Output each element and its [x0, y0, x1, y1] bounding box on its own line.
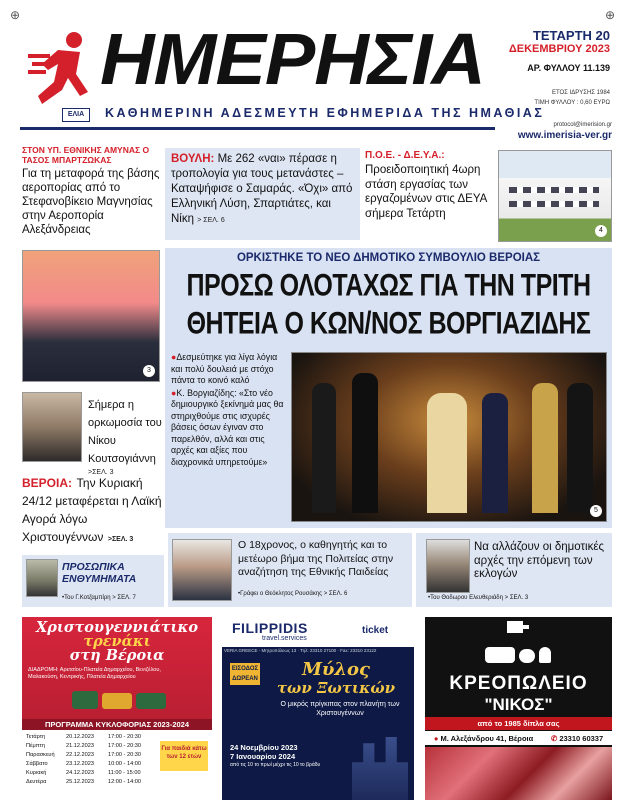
- story-deya[interactable]: [365, 150, 495, 240]
- column-author: •Του Γ.Κοτζαμπίρη: [62, 595, 111, 601]
- schedule-row: Παρασκευή 22.12.2023 17:00 - 20:30: [26, 752, 141, 758]
- meat-photo: [425, 747, 612, 800]
- show-date: 7 Ιανουαρίου 2024: [230, 752, 296, 761]
- column-text: Ο 18χρονος, ο καθηγητής και το μετέωρο βήμα της Πολιτείας στην αναζήτηση της Εθνικής Παιδείας: [238, 539, 394, 578]
- schedule-row: Κυριακή 24.12.2023 11:00 - 15:00: [26, 770, 141, 776]
- story-text: Την Κυριακή 24/12 μεταφέρεται η Λαϊκή Αγορά λόγω Χριστουγέννων: [22, 476, 162, 544]
- photo-building: [498, 150, 612, 242]
- email-text: protocol@imerision.gr: [553, 122, 612, 128]
- lead-headline-1: ΠΡΟΣΩ ΟΛΟΤΑΧΩΣ ΓΙΑ ΤΗΝ ΤΡΙΤΗ: [186, 268, 591, 303]
- brand-name: FILIPPIDIS: [232, 620, 308, 636]
- butcher-since: από το 1985 δίπλα σας: [425, 717, 612, 730]
- registration-mark-icon: ⊕: [605, 8, 616, 22]
- free-badge: ΕΙΣΟΔΟΣ ΔΩΡΕΑΝ: [230, 663, 260, 685]
- columnist-photo: [172, 539, 232, 601]
- story-vouli[interactable]: [165, 148, 360, 240]
- price-text: ΤΙΜΗ ΦΥΛΛΟΥ : 0,60 ΕΥΡΩ: [534, 100, 610, 106]
- butcher-name: "ΝΙΚΟΣ": [484, 695, 553, 714]
- column-enthymimata[interactable]: [22, 555, 164, 607]
- show-sub: Ο μικρός πρίγκιπας στον πλανήτη των Χριστουγέννων: [280, 701, 400, 717]
- masthead: [0, 0, 630, 140]
- issue-month: ΔΕΚΕΜΒΡΙΟΥ 2023: [508, 43, 610, 55]
- column-dimotikes[interactable]: [416, 533, 612, 607]
- story-text: Με 262 «ναι» πέρασε η τροπολογία για τους μετανάστες – Καταψήφισε ο Σαμαράς. «Όχι» από Ελληνική Λύση, Σπαρτιάτες, και Νίκη: [171, 153, 353, 225]
- masthead-rule: [20, 127, 495, 130]
- show-hours: από τις 10 το πρωί μέχρι τις 10 το βράδυ: [230, 762, 321, 768]
- issue-number: ΑΡ. ΦΥΛΛΟΥ 11.139: [527, 63, 610, 73]
- page-ref: > ΣΕΛ. 6: [323, 591, 348, 597]
- ad-note: Για παιδιά κάτω των 12 ετών: [160, 741, 208, 771]
- schedule-row: Δευτέρα 25.12.2023 12:00 - 14:00: [26, 779, 141, 785]
- ad-address: VERIA GREECE - Μητροπόλεως 13 · Τηλ: 23310 27100 · Fax: 23310 23122: [224, 648, 377, 653]
- issue-date-block: [500, 28, 610, 73]
- story-text: Προειδοποιητική 4ωρη στάση εργασίας των εργαζομένων στις ΔΕΥΑ σήμερα Τετάρτη: [365, 164, 487, 220]
- page-circle: 3: [143, 365, 155, 377]
- butcher-title: ΚΡΕΟΠΩΛΕΙΟ: [449, 673, 588, 694]
- column-text: Να αλλάζουν οι δημοτικές αρχές την επόμενη των εκλογών: [474, 541, 605, 580]
- ad-filippidis[interactable]: [222, 617, 414, 800]
- lead-bullets: [171, 352, 289, 468]
- columnist-photo: [426, 539, 470, 593]
- story-kicker: ΣΤΟΝ ΥΠ. ΕΘΝΙΚΗΣ ΑΜΥΝΑΣ Ο ΤΑΣΟΣ ΜΠΑΡΤΖΩΚΑΣ: [22, 145, 150, 165]
- schedule-row: Πέμπτη 21.12.2023 17:00 - 20:30: [26, 743, 141, 749]
- schedule-row: Τετάρτη 20.12.2023 17:00 - 20:30: [26, 734, 141, 740]
- ad-route: ΔΙΑΔΡΟΜΗ: Αρετσίου-Πλατεία Δημαρχείου, Βενιζέλου, Μαλακούση, Κεντρικής, Πλατεία Δημαρχείου: [28, 667, 161, 680]
- masthead-title: ΗΜΕΡΗΣΙΑ: [100, 20, 485, 100]
- page-circle: 5: [590, 505, 602, 517]
- cleaver-icon: [507, 621, 529, 637]
- page-ref: > ΣΕΛ. 7: [112, 595, 136, 601]
- lead-bullet-2: Κ. Βοργιαζίδης: «Στο νέο δημιουργικό ξεκίνημά μας θα στηριχθούμε στις ισχυρές βάσεις όσων έγιναν στο παρελθόν, αλλά και στις αρχές και αξίες που διαχρονικά υπηρετούμε»: [171, 387, 284, 467]
- masthead-subtitle: ΚΑΘΗΜΕΡΙΝΗ ΑΔΕΣΜΕΥΤΗ ΕΦΗΜΕΡΙΔΑ ΤΗΣ ΗΜΑΘΙΑΣ: [105, 106, 545, 120]
- runner-logo-icon: [28, 30, 100, 110]
- brand-sub: travel.services: [262, 635, 307, 642]
- page-circle: 4: [595, 225, 607, 237]
- column-label: ΠΡΟΣΩΠΙΚΑ ΕΝΘΥΜΗΜΑΤΑ: [62, 561, 137, 585]
- ticket-logo: ticket: [362, 625, 389, 636]
- column-author: •Γράφει ο Θεόκλητος Ρουσάκης: [238, 591, 323, 597]
- page-ref: > ΣΕΛ. 3: [504, 595, 529, 601]
- show-title: [266, 661, 406, 697]
- castle-illustration: [352, 737, 408, 800]
- elia-badge: ΕΛΙΑ: [62, 108, 90, 122]
- animals-icon: [485, 643, 555, 667]
- ad-title: [22, 621, 212, 663]
- bullet-icon: ●: [171, 352, 177, 362]
- show-title-line: των Ξωτικών: [276, 679, 396, 697]
- page-ref: >ΣΕΛ. 3: [88, 469, 114, 476]
- schedule-table: [26, 733, 156, 787]
- schedule-row: Σάββατο 23.12.2023 10:00 - 14:00: [26, 761, 141, 767]
- location-icon: ●: [433, 733, 439, 743]
- butcher-contact: [425, 731, 612, 745]
- story-kicker: ΒΟΥΛΗ:: [171, 153, 215, 165]
- lead-headline-2: ΘΗΤΕΙΑ Ο ΚΩΝ/ΝΟΣ ΒΟΡΓΙΑΖΙΔΗΣ: [186, 306, 591, 341]
- story-koutsogiannis[interactable]: [88, 395, 162, 476]
- page-ref: > ΣΕΛ. 6: [197, 217, 225, 224]
- issue-day: ΤΕΤΑΡΤΗ 20: [532, 28, 610, 43]
- columnist-photo: [26, 559, 58, 597]
- train-illustration: [72, 687, 172, 713]
- ad-title-line: Χριστουγεννιάτικο: [35, 619, 199, 636]
- show-dates: [230, 743, 340, 770]
- story-market[interactable]: [22, 474, 164, 546]
- ad-program: ΠΡΟΓΡΑΜΜΑ ΚΥΚΛΟΦΟΡΙΑΣ 2023-2024: [22, 719, 212, 730]
- page-ref: >ΣΕΛ. 3: [107, 536, 134, 543]
- ad-title-line: τρενάκι: [83, 633, 151, 650]
- ad-title-line: στη Βέροια: [69, 647, 165, 664]
- story-text: Για τη μεταφορά της βάσης αεροπορίας από το Στεφανοβίκειο Μαγνησίας στην Αεροπορία Αλεξάνδρειας: [22, 168, 160, 236]
- show-date: 24 Νοεμβρίου 2023: [230, 743, 298, 752]
- ad-header: [222, 617, 414, 647]
- ad-christmas-train[interactable]: [22, 617, 212, 800]
- story-text: Σήμερα η ορκωμοσία του Νίκου Κουτσογιάννη: [88, 399, 162, 465]
- phone-icon: ✆: [550, 733, 558, 743]
- butcher-address: Μ. Αλεξάνδρου 41, Βέροια: [440, 733, 534, 743]
- lead-bullet-1: Δεσμεύτηκε για λίγα λόγια και πολύ δουλειά με στόχο πάντα το κοινό καλό: [171, 352, 278, 385]
- ad-butcher[interactable]: [425, 617, 612, 800]
- photo-koutsogiannis: [22, 392, 82, 462]
- website-link[interactable]: www.imerisia-ver.gr: [517, 130, 612, 141]
- bullet-icon: ●: [171, 387, 177, 398]
- lead-story[interactable]: [165, 248, 612, 528]
- photo-swearing-in: [291, 352, 607, 522]
- founded-text: ΕΤΟΣ ΙΔΡΥΣΗΣ 1984: [551, 90, 610, 96]
- butcher-phone: 23310 60337: [559, 733, 604, 743]
- column-author: •Του Θοδωρου Ελευθεριάδη: [428, 595, 503, 601]
- story-bartzokas[interactable]: [22, 145, 162, 245]
- show-title-line: Μύλος: [301, 659, 370, 680]
- registration-mark-icon: ⊕: [10, 8, 21, 22]
- story-kicker: Π.Ο.Ε. - Δ.Ε.Υ.Α.:: [365, 150, 445, 161]
- story-kicker: ΒΕΡΟΙΑ:: [22, 476, 73, 490]
- lead-kicker: ΟΡΚΙΣΤΗΚΕ ΤΟ ΝΕΟ ΔΗΜΟΤΙΚΟ ΣΥΜΒΟΥΛΙΟ ΒΕΡΟΙΑΣ: [236, 252, 541, 264]
- column-paideia[interactable]: [168, 533, 412, 607]
- photo-two-men: [22, 250, 160, 382]
